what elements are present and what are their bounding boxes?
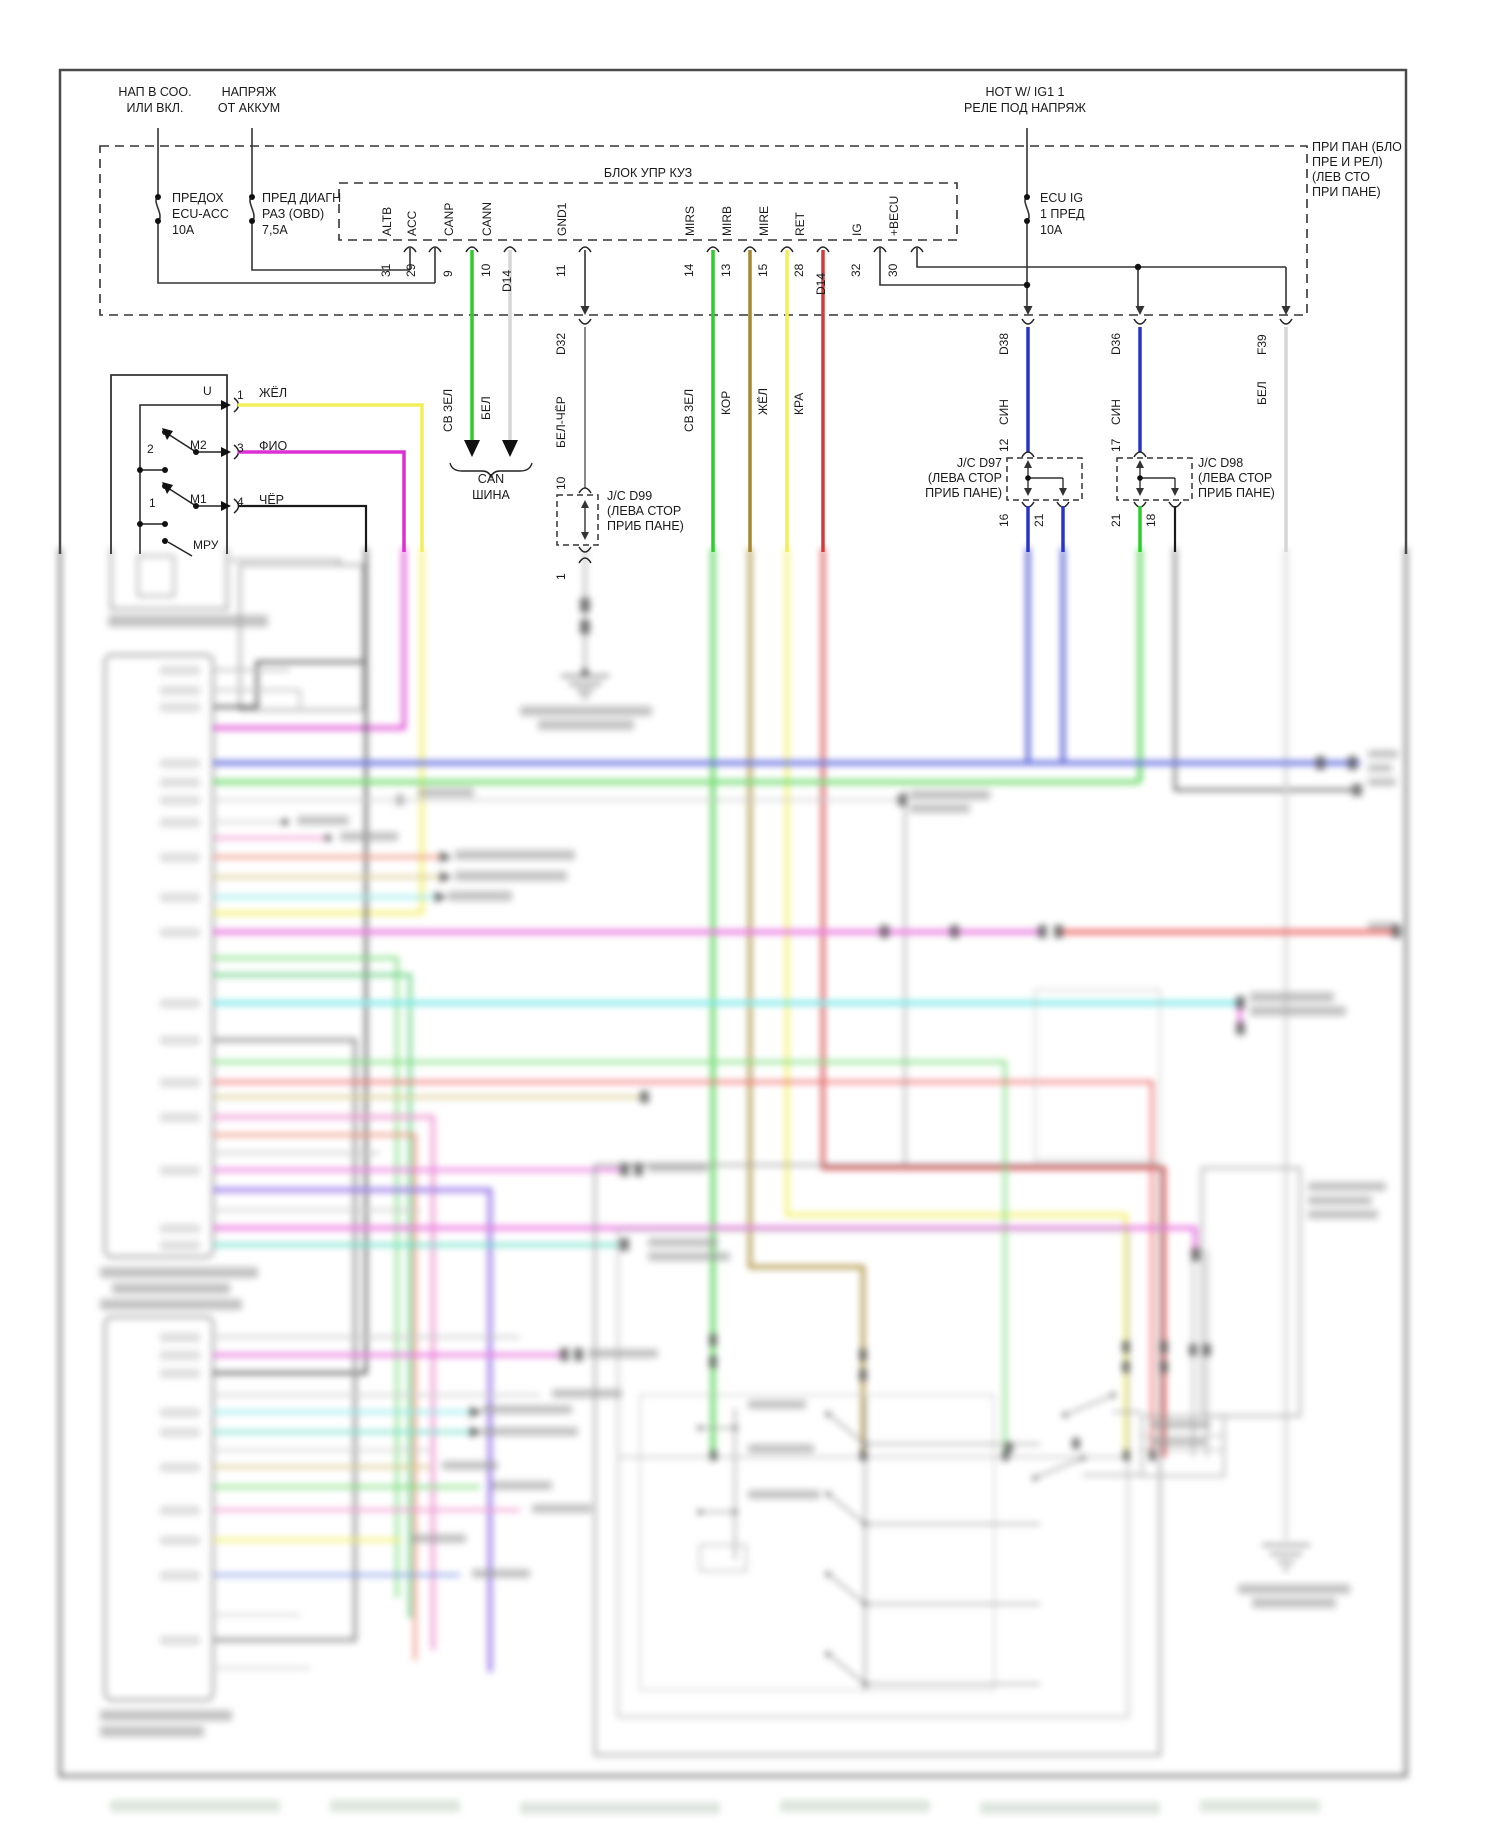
label-d97_o2: 21 <box>1032 513 1046 527</box>
label-d14a: D14 <box>500 269 514 292</box>
label-f3_l2: 1 ПРЕД <box>1040 207 1085 221</box>
label-d99_out: 1 <box>554 573 568 580</box>
label-n3: 3 <box>237 441 244 455</box>
bcm-pin-label: GND1 <box>555 202 569 236</box>
label-acc_l2: ИЛИ ВКЛ. <box>126 101 184 115</box>
can-bus-wires <box>450 250 532 477</box>
label-d98_o1: 21 <box>1109 513 1123 527</box>
label-p_m2: M2 <box>190 438 207 452</box>
bcm-pin-number: 28 <box>792 263 806 277</box>
label-acc_l1: НАП В СОО. <box>118 85 192 99</box>
label-f1_l1: ПРЕДОХ <box>172 191 224 205</box>
label-f3_l1: ECU IG <box>1040 191 1084 205</box>
label-w_d36: СИН <box>1109 399 1123 425</box>
label-d32: D32 <box>554 332 568 355</box>
bcm-pin-number: 29 <box>404 263 418 277</box>
bcm-pin-number: 9 <box>441 270 455 277</box>
mirror-switch-block <box>111 375 239 556</box>
label-d98_in: 17 <box>1109 438 1123 452</box>
label-l1: ПРИ ПАН (БЛО <box>1312 140 1402 154</box>
bcm-dashed-box <box>339 183 957 240</box>
bcm-pin-number: 30 <box>886 263 900 277</box>
label-d99_t: J/C D99 <box>607 489 653 503</box>
label-w_ret: КРА <box>792 392 806 415</box>
label-d97_in: 12 <box>997 438 1011 452</box>
label-f39: F39 <box>1255 334 1269 355</box>
label-w_f39: БЕЛ <box>1255 381 1269 405</box>
bcm-pin-label: RET <box>793 212 807 236</box>
label-loc_l2: ПРИБ ПАНЕ) <box>925 486 1002 500</box>
label-w_u: ЖЁЛ <box>259 386 288 400</box>
label-f3_l3: 10A <box>1040 223 1063 237</box>
bcm-pin-label: +BECU <box>887 195 901 236</box>
label-l4: ПРИ ПАНЕ) <box>1312 185 1381 199</box>
label-hot_l2: РЕЛЕ ПОД НАПРЯЖ <box>964 101 1086 115</box>
bcm-pin-label: IG <box>850 223 864 236</box>
bcm-pin-label: ALTB <box>380 206 394 236</box>
label-w_d38: СИН <box>997 399 1011 425</box>
label-bat_l1: НАПРЯЖ <box>221 85 277 99</box>
label-w_mire: ЖЁЛ <box>756 388 770 415</box>
label-d38: D38 <box>997 332 1011 355</box>
label-w_can_p: СВ ЗЕЛ <box>441 388 455 432</box>
bcm-pin-number: 13 <box>719 263 733 277</box>
bcm-pin-number: 32 <box>849 263 863 277</box>
bcm-pin-number: 10 <box>479 263 493 277</box>
label-pos2: 2 <box>147 442 154 456</box>
bcm-pin-label: MIRS <box>683 206 697 236</box>
label-w_mirb: КОР <box>719 390 733 415</box>
label-f1_l3: 10A <box>172 223 195 237</box>
label-loc_l1: (ЛЕВА СТОР <box>927 471 1002 485</box>
label-bat_l2: ОТ АККУМ <box>217 101 281 115</box>
label-l2: ШИНА <box>472 488 510 502</box>
bcm-pin-number: 14 <box>682 263 696 277</box>
label-l2: ПРЕ И РЕЛ) <box>1312 155 1383 169</box>
bcm-pin-number: 15 <box>756 263 770 277</box>
label-p_m1: M1 <box>190 492 207 506</box>
label-d14b: D14 <box>814 272 828 295</box>
label-loc_l1: (ЛЕВА СТОР <box>607 504 682 518</box>
label-loc_l2: ПРИБ ПАНЕ) <box>607 519 684 533</box>
bcm-pin-label: ACC <box>405 210 419 236</box>
bcm-pin-label: CANN <box>480 201 494 236</box>
label-n4: 4 <box>237 495 244 509</box>
label-d98_t: J/C D98 <box>1198 456 1244 470</box>
label-d97_t: J/C D97 <box>956 456 1002 470</box>
label-f2_l1: ПРЕД ДИАГН <box>262 191 342 205</box>
label-w_gnd: БЕЛ-ЧЁР <box>554 396 568 448</box>
bcm-pin-number: 11 <box>554 264 568 277</box>
label-f2_l2: РАЗ (OBD) <box>262 207 325 221</box>
label-w_m2: ФИО <box>259 439 288 453</box>
label-d98_o2: 18 <box>1144 513 1158 527</box>
label-loc_l1: (ЛЕВА СТОР <box>1198 471 1273 485</box>
label-f1_l2: ECU-ACC <box>172 207 229 221</box>
label-f2_l3: 7,5A <box>262 223 288 237</box>
label-d36: D36 <box>1109 332 1123 355</box>
label-title: БЛОК УПР КУЗ <box>603 166 693 180</box>
label-d99_in: 10 <box>554 476 568 490</box>
label-loc_l2: ПРИБ ПАНЕ) <box>1198 486 1275 500</box>
switch-output-wires <box>238 405 422 552</box>
bcm-pin-number: 31 <box>379 263 393 277</box>
label-w_mirs: СВ ЗЕЛ <box>682 388 696 432</box>
label-p_mru: МРУ <box>193 538 219 552</box>
label-hot_l1: HOT W/ IG1 1 <box>985 85 1065 99</box>
bcm-pin-label: MIRB <box>720 206 734 236</box>
label-d97_o1: 16 <box>997 513 1011 527</box>
label-w_m1: ЧЁР <box>259 493 285 507</box>
bcm-pin-label: CANP <box>442 202 456 236</box>
bcm-pin-label: MIRE <box>757 206 771 236</box>
bcm-pin-connectors <box>404 247 923 252</box>
label-n1: 1 <box>237 388 244 402</box>
label-l3: (ЛЕВ СТО <box>1312 170 1370 184</box>
label-p_u: U <box>203 384 212 398</box>
label-pos1: 1 <box>149 496 156 510</box>
label-l1: CAN <box>477 472 505 486</box>
label-w_can_n: БЕЛ <box>479 396 493 420</box>
